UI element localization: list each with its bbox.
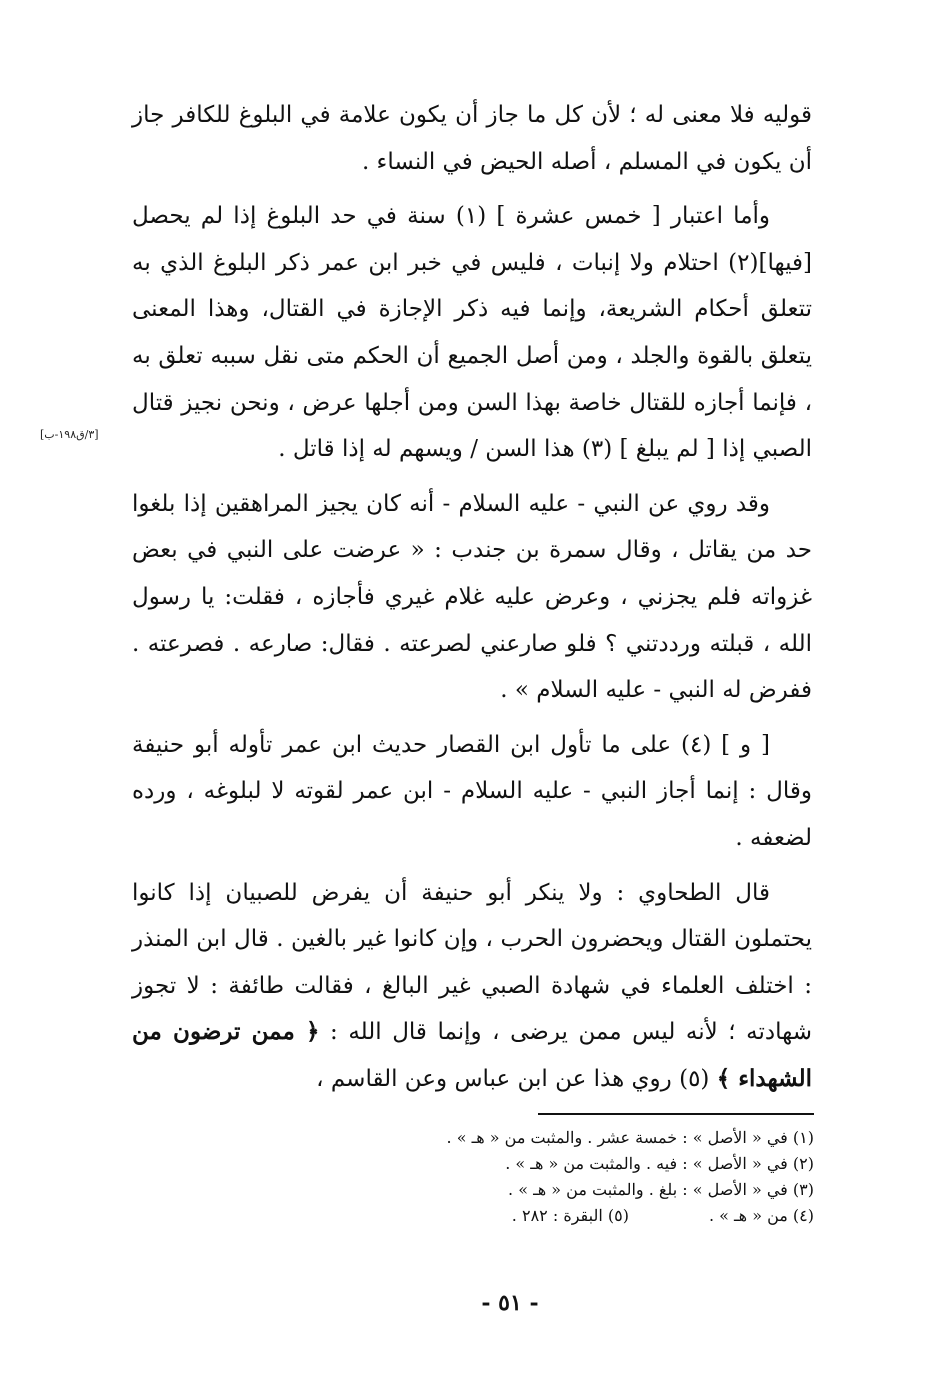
manuscript-folio-note: [٣/ق١٩٨-ب]	[40, 428, 99, 441]
paragraph-1: قوليه فلا معنى له ؛ لأن كل ما جاز أن يكون علامة في البلوغ للكافر جاز أن يكون في المسلم ، أصله الحيض في النساء .	[132, 102, 812, 175]
footnote-2: (٢) في « الأصل » : فيه . والمثبت من « هـ » .	[505, 1154, 814, 1173]
footnote-row-4-5	[314, 1203, 814, 1229]
footnote-divider	[538, 1113, 814, 1115]
footnote-3: (٣) في « الأصل » : بلغ . والمثبت من « هـ » .	[508, 1180, 814, 1199]
paragraph-3: وقد روي عن النبي - عليه السلام - أنه كان يجيز المراهقين إذا بلغوا حد من يقاتل ، وقال سمرة بن جندب : « عرضت على النبي في بعض غزواته فلم يجزني ، وعرض عليه غلام غيري فأجازه ، فقلت: يا رسول الله ، قبلته ورددتني ؟ فلو صارعني لصرعته . فقال: صارعه . فصرعته . ففرض له النبي - عليه السلام » .	[132, 490, 812, 704]
footnote-1: (١) في « الأصل » : خمسة عشر . والمثبت من « هـ » .	[446, 1128, 814, 1147]
paragraph-5-continuation: (٥) روي هذا عن ابن عباس وعن القاسم ،	[316, 1065, 710, 1092]
main-text	[132, 92, 812, 1102]
paragraph-4: [ و ] (٤) على ما تأول ابن القصار حديث ابن عمر تأوله أبو حنيفة وقال : إنما أجاز النبي - عليه السلام - ابن عمر لقوته لا لبلوغه ، ورده لضعفه .	[132, 731, 812, 851]
paragraph-5-text: قال الطحاوي : ولا ينكر أبو حنيفة أن يفرض للصبيان إذا كانوا يحتملون القتال ويحضرون الحرب ، وإن كانوا غير بالغين . قال ابن المنذر : اختلف العلماء في شهادة الصبي غير البالغ ، فقالت طائفة : لا تجوز شهادته ؛ لأنه ليس ممن يرضى ، وإنما قال الله :	[132, 879, 812, 1046]
footnote-4: (٤) من « هـ » .	[708, 1206, 814, 1225]
quran-quote: ﴿ ممن ترضون من الشهداء ﴾	[132, 1018, 812, 1092]
footnotes	[314, 1125, 814, 1229]
paragraph-5	[132, 870, 812, 1103]
footnote-5: (٥) البقرة : ٢٨٢ .	[511, 1206, 629, 1225]
paragraph-2: وأما اعتبار [ خمس عشرة ] (١) سنة في حد البلوغ إذا لم يحصل [فيها](٢) احتلام ولا إنبات ، فليس في خبر ابن عمر ذكر البلوغ الذي به تتعلق أحكام الشريعة، وإنما فيه ذكر الإجازة في القتال، وهذا المعنى يتعلق بالقوة والجلد ، ومن أصل الجميع أن الحكم متى نقل سببه تعلق به ، فإنما أجازه للقتال خاصة بهذا السن ومن أجلها عرض ، ونحن نجيز قتال الصبي إذا [ لم يبلغ ] (٣) هذا السن / ويسهم له إذا قاتل .	[132, 203, 812, 463]
page-number: - ٥١ -	[481, 1290, 539, 1316]
